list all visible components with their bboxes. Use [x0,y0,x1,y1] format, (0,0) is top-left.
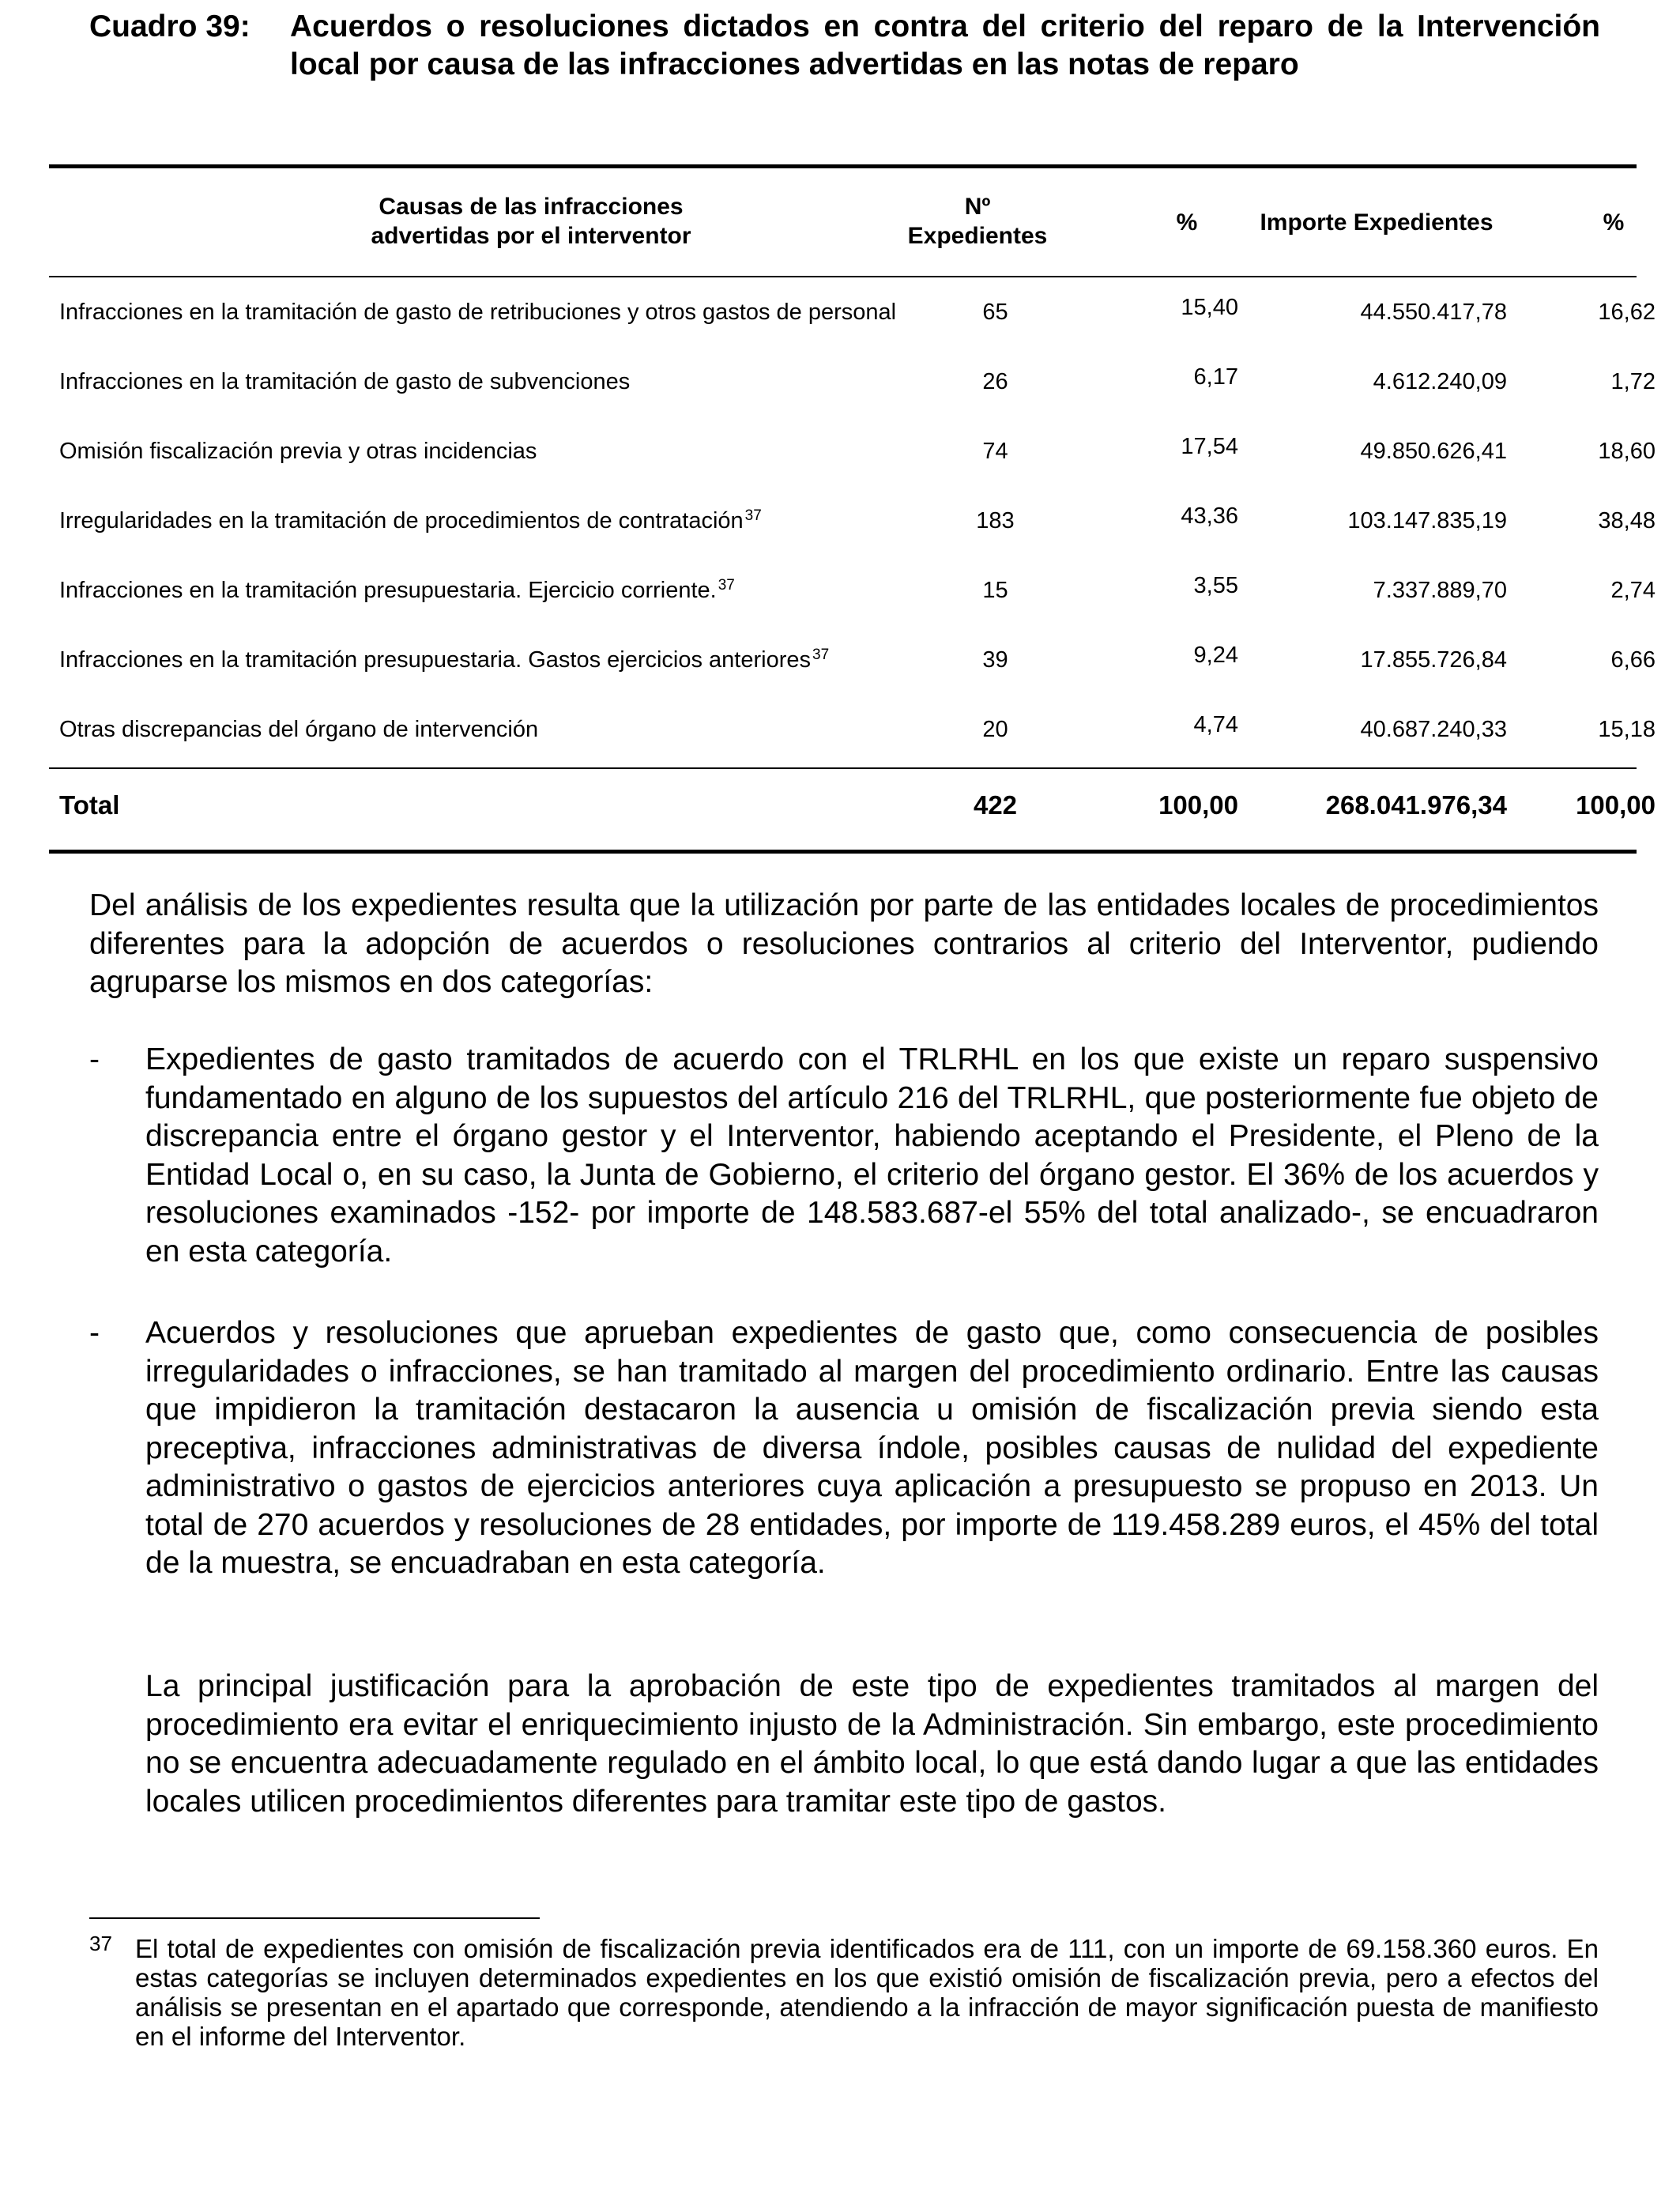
total-pct: 100,00 [1158,790,1238,820]
row-causa: Infracciones en la tramitación de gasto de subvenciones [59,369,631,394]
table-row [49,709,1656,756]
table-row [49,639,1656,687]
table-row [49,431,1656,478]
row-pct-importe: 1,72 [1610,369,1656,394]
table-row [49,361,1656,409]
row-causa: Omisión fiscalización previa y otras incidencias [59,439,537,464]
row-pct-importe: 6,66 [1610,647,1656,673]
row-pct: 17,54 [1181,434,1238,459]
row-pct-importe: 18,60 [1598,439,1656,464]
row-pct: 6,17 [1193,364,1238,390]
row-num: 20 [982,717,1008,742]
footnote-text: El total de expedientes con omisión de fiscalización previa identificados era de 111, con un importe de 69.158.360 euros. En estas categorías se incluyen determinados expedientes en los que existió omisión de fiscalización previa, pero a efectos del análisis se presentan en el apartado que corresponde, atendiendo a la infracción de mayor significación puesta de manifiesto en el informe del Interventor. [135,1934,1599,2051]
footnote-ref: 37 [744,507,762,524]
row-num: 74 [982,439,1008,464]
table-row [49,500,1656,548]
row-causa: Otras discrepancias del órgano de intervención [59,717,539,742]
footnote-mark: 37 [89,1932,112,1955]
row-importe: 7.337.889,70 [1373,578,1507,603]
row-num: 15 [982,578,1008,603]
footnote-separator [89,1917,540,1919]
row-pct: 15,40 [1181,295,1238,320]
row-num: 183 [976,508,1015,533]
final-paragraph: La principal justificación para la aprobación de este tipo de expedientes tramitados al margen del procedimiento era evitar el enriquecimiento injusto de la Administración. Sin embargo, este procedimiento no se encuentra adecuadamente regulado en el ámbito local, lo que está dando lugar a que las entidades locales utilicen procedimientos diferentes para tramitar este tipo de gastos. [145,1669,1599,1819]
row-pct: 9,24 [1193,643,1238,668]
header-num-expedientes: Nº Expedientes [907,194,1048,249]
row-pct-importe: 16,62 [1598,300,1656,325]
row-importe: 17.855.726,84 [1360,647,1507,673]
row-causa: Infracciones en la tramitación presupuestaria. Gastos ejercicios anteriores [59,647,812,673]
footnote-ref: 37 [718,577,735,594]
total-importe: 268.041.976,34 [1325,790,1507,820]
data-table [49,164,1656,854]
table-bottom-rule [49,850,1637,854]
row-causa: Irregularidades en la tramitación de procedimientos de contratación [59,508,744,533]
row-importe: 49.850.626,41 [1360,439,1507,464]
header-importe: Importe Expedientes [1260,209,1494,236]
row-pct-importe: 38,48 [1598,508,1656,533]
row-importe: 4.612.240,09 [1373,369,1507,394]
row-num: 65 [982,300,1008,325]
row-importe: 44.550.417,78 [1360,300,1507,325]
table-caption [89,8,1600,84]
table-total-row [49,769,1656,850]
row-num: 39 [982,647,1008,673]
footnote-ref: 37 [812,647,830,663]
row-pct: 3,55 [1193,573,1238,598]
table-row [49,292,1656,339]
caption-label: Cuadro 39: [89,9,250,43]
header-causa: Causas de las infracciones advertidas por el interventor [371,194,691,249]
total-num: 422 [973,790,1018,820]
table-header [49,168,1637,276]
bullet-text: Expedientes de gasto tramitados de acuerdo con el TRLRHL en los que existe un reparo suspensivo fundamentado en alguno de los supuestos del artículo 216 del TRLRHL, que posteriormente fue objeto de discrepancia entre el órgano gestor y el Interventor, habiendo aceptando el Presidente, el Pleno de la Entidad Local o, en su caso, la Junta de Gobierno, el criterio del órgano gestor. El 36% de los acuerdos y resoluciones examinados -152- por importe de 148.583.687-el 55% del total analizado-, se encuadraron en esta categoría. [145,1042,1599,1269]
row-causa: Infracciones en la tramitación presupuestaria. Ejercicio corriente. [59,578,717,603]
header-pct-importe: % [1603,209,1625,236]
intro-paragraph: Del análisis de los expedientes resulta que la utilización por parte de las entidades locales de procedimientos diferentes para la adopción de acuerdos o resoluciones contrarios al criterio del Interventor, pudiendo agruparse los mismos en dos categorías: [89,888,1599,999]
row-pct: 43,36 [1181,503,1238,529]
row-causa: Infracciones en la tramitación de gasto de retribuciones y otros gastos de personal [59,300,897,325]
row-pct-importe: 15,18 [1598,717,1656,742]
caption-title: Acuerdos o resoluciones dictados en contra del criterio del reparo de la Intervención local por causa de las infracciones advertidas en las notas de reparo [290,9,1600,81]
table-row [49,570,1656,617]
bullet-marker: - [89,1316,100,1350]
row-pct-importe: 2,74 [1610,578,1656,603]
row-importe: 40.687.240,33 [1360,717,1507,742]
total-pct-importe: 100,00 [1576,790,1656,820]
row-num: 26 [982,369,1008,394]
header-pct: % [1176,209,1198,236]
bullet-text: Acuerdos y resoluciones que aprueban expedientes de gasto que, como consecuencia de posibles irregularidades o infracciones, se han tramitado al margen del procedimiento ordinario. Entre las causas que impidieron la tramitación destacaron la ausencia u omisión de fiscalización previa siendo esta preceptiva, infracciones administrativas de diversa índole, posibles causas de nulidad del expediente administrativo o gastos de ejercicios anteriores cuya aplicación a presupuesto se propuso en 2013. Un total de 270 acuerdos y resoluciones de 28 entidades, por importe de 119.458.289 euros, el 45% del total de la muestra, se encuadraban en esta categoría. [145,1316,1599,1580]
total-label: Total [59,790,120,820]
row-pct: 4,74 [1193,712,1238,737]
bullet-marker: - [89,1042,100,1076]
row-importe: 103.147.835,19 [1347,508,1507,533]
table-body [49,277,1656,767]
